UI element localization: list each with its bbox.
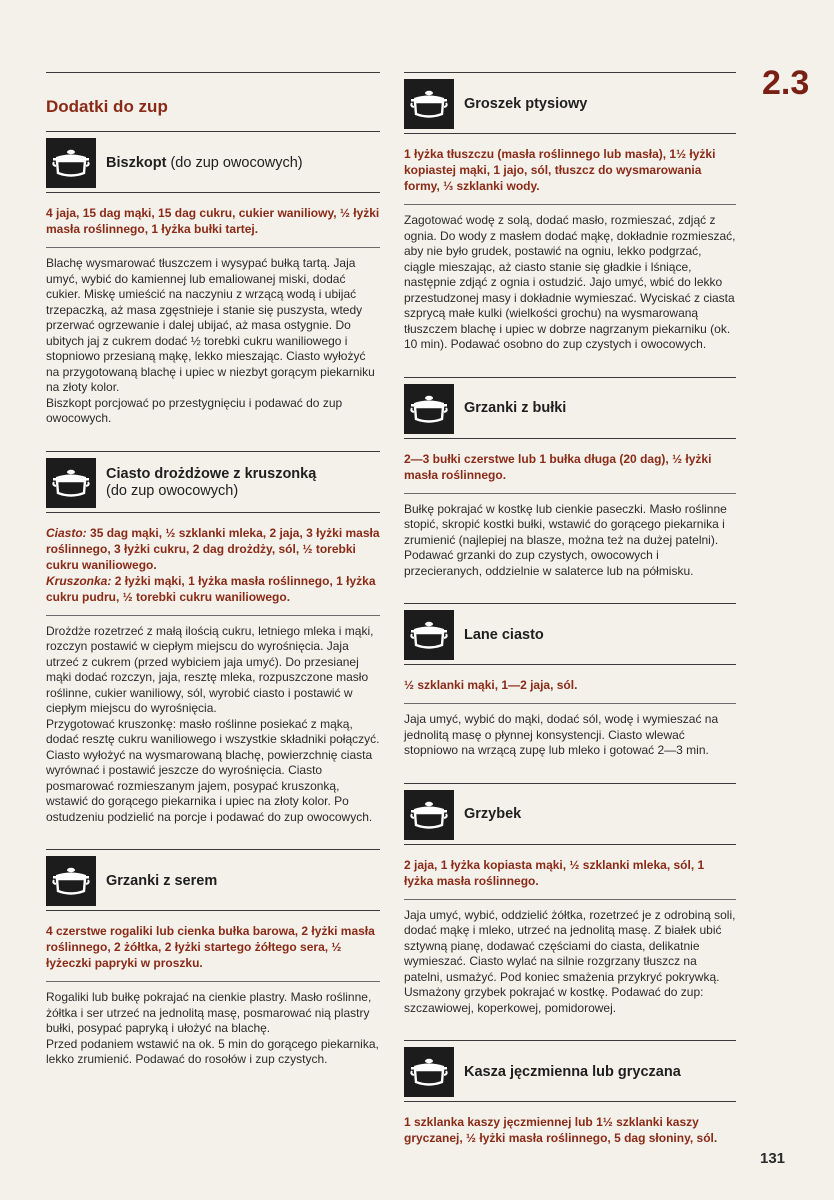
left-column <box>46 72 380 1078</box>
recipe-biszkopt <box>46 131 380 427</box>
recipe-grzybek <box>404 783 736 1017</box>
recipe-lane-ciasto <box>404 603 736 759</box>
recipe-groszek-ptysiowy <box>404 72 736 353</box>
pot-icon <box>46 138 96 188</box>
recipe-ingredients: 2 jaja, 1 łyżka kopiasta mąki, ½ szklanki mleka, sól, 1 łyżka masła roślinnego. <box>404 857 705 888</box>
recipe-instructions: Jaja umyć, wybić do mąki, dodać sól, wodę i wymieszać na jednolitą masę o płynnej konsystencji. Ciasto wlewać stopniowo na wrzącą zupę lub mleko i gotować 2—3 min. <box>404 712 719 757</box>
pot-icon <box>404 610 454 660</box>
section-title: Dodatki do zup <box>46 97 168 116</box>
recipe-instructions: Zagotować wodę z solą, dodać masło, rozmieszać, zdjąć z ognia. Do wody z masłem dodać mąkę, dokładnie rozmieszać, aby nie było grudek, postawić na ogniu, lekko podgrzać, ciągle mieszając, aż ciasto stanie się gładkie i lśniące, następnie zdjąć z ognia i ostudzić. Jajo umyć, wbić do lekko przestudzonej masy i dokładnie wymieszać. Wyciskać z ciasta szprycą małe kulki (wielkości grochu) na wysmarowaną tłuszczem blachę i upiec w dobrze nagrzanym piekarniku (ok. 10 min). Podawać osobno do zup czystych i owocowych. <box>404 213 736 351</box>
recipe-instructions: Rogaliki lub bułkę pokrajać na cienkie plastry. Masło roślinne, żółtka i ser utrzeć na jednolitą masę, posmarować nią plastry bułki, posypać papryką i ułożyć na blachę. Przed podaniem wstawić na ok. 5 min do gorącego piekarnika, lekko zrumienić. Podawać do rosołów i zup czystych. <box>46 990 379 1066</box>
recipe-ingredients: 2—3 bułki czerstwe lub 1 bułka długa (20 dag), ½ łyżki masła roślinnego. <box>404 451 712 482</box>
recipe-header <box>46 451 380 512</box>
recipe-instructions: Blachę wysmarować tłuszczem i wysypać bułką tartą. Jaja umyć, wybić do kamiennej lub emaliowanej miski, dodać cukier. Miskę umieścić na naczyniu z wrzącą wodą i ubijać trzepaczką, aż masa zgęstnieje i stanie się puszysta, wtedy przerwać ogrzewanie i dalej ubijać, aż masa ostygnie. Do ubitych jaj z cukrem dodać ½ torebki cukru waniliowego i stopniowo przesianą mąkę, lekko mieszając. Ciasto wyłożyć na przygotowaną blachę i upiec w niezbyt gorącym piekarniku na złoty kolor. Biszkopt porcjować po przestygnięciu i podawać do zup owocowych. <box>46 256 375 425</box>
recipe-title: Groszek ptysiowy <box>464 95 588 112</box>
recipe-kasza <box>404 1040 736 1146</box>
right-column <box>404 72 736 1156</box>
recipe-header <box>404 377 736 438</box>
pot-icon <box>404 384 454 434</box>
recipe-ingredients: 4 jaja, 15 dag mąki, 15 dag cukru, cukier waniliowy, ½ łyżki masła roślinnego, 1 łyżka bułki tartej. <box>46 206 380 236</box>
pot-icon <box>404 790 454 840</box>
recipe-header <box>404 72 736 133</box>
recipe-instructions: Bułkę pokrajać w kostkę lub cienkie paseczki. Masło roślinne stopić, skropić kostki bułki, wstawić do gorącego piekarnika i zrumienić (najlepiej na blasze, można też na dużej patelni). Podawać grzanki do zup czystych, owocowych i przecieranych, oddzielnie w salaterce lub na półmisku. <box>404 501 727 578</box>
recipe-header <box>46 849 380 910</box>
pot-icon <box>46 458 96 508</box>
recipe-subtitle: (do zup owocowych) <box>170 154 303 171</box>
recipe-title: Grzanki z bułki <box>464 400 567 416</box>
page-number: 131 <box>760 1150 786 1167</box>
chapter-number: 2.3 <box>762 64 810 102</box>
recipe-instructions: Drożdże rozetrzeć z małą ilością cukru, letniego mleka i mąki, rozczyn postawić w ciepłym miejscu do wyrośnięcia. Jaja utrzeć z cukrem (przed wybiciem jaja umyć). Do przesianej mąki dodać rozczyn, jaja, resztę mleka, rozpuszczone masło roślinne, cukier waniliowy, sól, wyrobić ciasto i postawić w ciepłym miejscu do wyrośnięcia. Przygotować kruszonkę: masło roślinne posiekać z mąką, dodać resztę cukru waniliowego i wszystkie składniki połączyć. Ciasto wyłożyć na wysmarowaną blachę, powierzchnię ciasta wyrównać i postawić jeszcze do wyrośnięcia. Ciasto posmarować rozmieszanym jajem, posypać kruszonką, wstawić do gorącego piekarnika i upiec na złoty kolor. Po ostudzeniu podzielić na porcje i podawać do zup owocowych. <box>46 623 380 824</box>
recipe-subtitle: (do zup owocowych) <box>106 482 239 499</box>
recipe-ingredients: Ciasto: 35 dag mąki, ½ szklanki mleka, 2 jaja, 3 łyżki masła roślinnego, 3 łyżki cukru, 2 dag drożdży, sól, ½ torebki cukru waniliowego. Kruszonka: 2 łyżki mąki, 1 łyżka masła roślinnego, 1 łyżka cukru pudru, ½ torebki cukru waniliowego. <box>46 525 380 604</box>
recipe-header <box>404 783 736 844</box>
recipe-grzanki-z-serem <box>46 849 380 1068</box>
recipe-ciasto-drozdzowe <box>46 451 380 826</box>
recipe-header <box>404 1040 736 1101</box>
recipe-ingredients: 4 czerstwe rogaliki lub cienka bułka barowa, 2 łyżki masła roślinnego, 2 żółtka, 2 łyżki startego żółtego sera, ½ łyżeczki papryki w proszku. <box>46 924 375 970</box>
recipe-header <box>404 603 736 664</box>
recipe-header <box>46 131 380 192</box>
recipe-instructions: Jaja umyć, wybić, oddzielić żółtka, rozetrzeć je z odrobiną soli, dodać mąkę i mleko, utrzeć na jednolitą masę. Z białek ubić sztywną pianę, dodawać częściami do ciasta, delikatnie wymieszać. Ciasto wylać na silnie rozgrzany tłuszcz na patelni, usmażyć. Pod koniec smażenia przykryć pokrywką. Usmażony grzybek pokrajać w kostkę. Podawać do zup: szczawiowej, koperkowej, pomidorowej. <box>404 907 736 1015</box>
recipe-ingredients: 1 szklanka kaszy jęczmiennej lub 1½ szklanki kaszy gryczanej, ½ łyżki masła roślinnego, 5 dag słoniny, sól. <box>404 1115 718 1145</box>
top-rule <box>46 72 380 73</box>
recipe-title: Grzybek <box>464 806 522 822</box>
recipe-title: Biszkopt (do zup owocowych) <box>106 154 303 171</box>
recipe-title: Grzanki z serem <box>106 872 218 889</box>
pot-icon <box>404 79 454 129</box>
recipe-ingredients: 1 łyżka tłuszczu (masła roślinnego lub masła), 1½ łyżki kopiastej mąki, 1 jajo, sól, tłuszcz do wysmarowania formy, ⅓ szklanki wody. <box>404 147 716 193</box>
recipe-grzanki-z-bulki <box>404 377 736 580</box>
recipe-title: Lane ciasto <box>464 626 544 643</box>
pot-icon <box>404 1047 454 1097</box>
recipe-title: Ciasto drożdżowe z kruszonką (do zup owocowych) <box>106 465 317 499</box>
pot-icon <box>46 856 96 906</box>
recipe-ingredients: ½ szklanki mąki, 1—2 jaja, sól. <box>404 678 578 692</box>
recipe-title: Kasza jęczmienna lub gryczana <box>464 1063 681 1080</box>
